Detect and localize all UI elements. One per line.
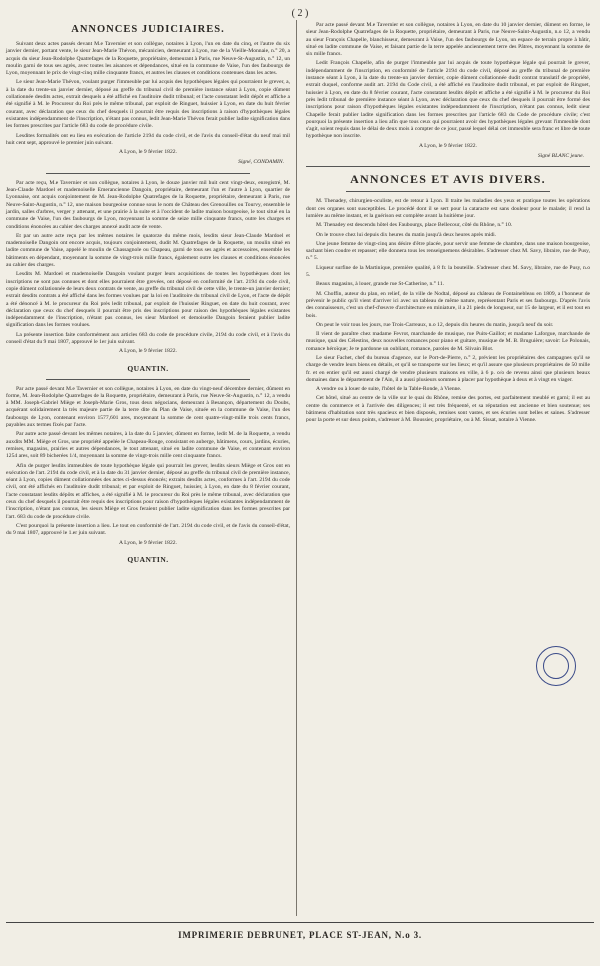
notice-paragraph: C'est pourquoi la présente insertion a lieu. Le tout en conformité de l'art. 2194 du code civil, et de l'avis du conseil-d'état, du 9 mai 1807, approuvé le 1.er juin suivant.: [6, 522, 290, 537]
announcement-paragraph: Le sieur Fachet, chef du bureau d'agence, sur le Port-de-Pierre, n.° 2, prévient les propriétaires des campagnes qu'il se charge de vendre leurs biens en détails, et qu'il se transporte sur les lieux; et qu'il assure que plusieurs propriétaires de 50 mille fr. et en entier qu'il est aussi chargé de vendre plusieurs maisons en ville, à 6 p. o/o de revenu ainsi que plusieurs beaux domaines dans le département de l'Ain, il a aussi plusieurs sommes à placer par hypothèque à deux et à vingt en viager.: [306, 354, 590, 383]
section-heading-announcements: ANNONCES ET AVIS DIVERS.: [350, 172, 546, 187]
notice-signature: Signé, CONDAMIN.: [238, 159, 284, 166]
notice-paragraph: Afin de purger lesdits immeubles de toute hypothèque légale qui pourrait les grever, lesdits sieurs Miège et Gros ont en exécution de l'art. 2194 du code civil, et à la date du 31 janvier dernier, déposé au greffe du tribunal civil de première instance, séant à Lyon, copies dûment collationnées des actes ci-dessus énoncés; extraits desdits actes, conformes à l'art. 2194 du code civil, ont été affichés en l'auditoire dudit tribunal; et par exploit de Ringuet, huissier, à Lyon, en date du 8 février courant, l'acte constatant lesdits dépôts et affiches, a été signifié à M. le procureur du Roi près le même tribunal, avec déclaration que ceux du chef desquels il pourrait être requis des inscriptions pour raison d'hypothèques légales existantes indépendamment de l'inscription, n'étant pas connus, les sieurs Miège et Gros feraient publier ladite signification dans les formes prescrites par l'art. 683 du code de procédure civile.: [6, 462, 290, 520]
library-stamp-icon: [536, 646, 576, 686]
section-heading-judicial: ANNONCES JUDICIAIRES.: [71, 24, 225, 35]
notice-signature: Signé BLANC jeune.: [537, 153, 584, 160]
announcement-paragraph: A vendre ou à louer de suite, l'hôtel de la Table-Ronde, à Vienne.: [316, 386, 462, 393]
notice-paragraph: Par acte passé devant M.e Tavernier et son collègue, notaires à Lyon, en date du vingt-neuf décembre dernier, dûment en forme, M. Jean-Rodolphe Quatrefages de la Roquette, propriétaire, demeurant à Paris, rue Neuve-St-Augustin, n.° 12, a vendu à MM. Joseph-Gabriel Miège et Joseph-Marie Gros, tous deux négocians, demeurant à Besançon, département du Doubs, acquérant solidairement la très majeure partie de la terre dite du Plan de Vaise, située en la commune de Vaise, l'un des faubourgs de Lyon, contenant environ 1577,601 ares, moyennant la somme de cent quatre-vingt-mille trois cents francs, payables aux termes fixés par l'acte.: [6, 385, 290, 429]
notice-paragraph: Par acte passé devant M.e Tavernier et son collègue, notaires à Lyon, en date du 10 janvier dernier, dûment en forme, le sieur Jean-Rodolphe Quatrefages de la Roquette, propriétaire, demeurant à Paris, rue Neuve-Saint-Augustin, n.o 12, a vendu au sieur François Chapelle, blanchisseur, demeurant à Vaise, l'un des faubourgs de Lyon, un espace de terrain propre à bâtir, situé en ladite commune de Vaise, et faisant partie de la terre appelée anciennement terre des Pâtres, moyennant la somme de six mille francs.: [306, 22, 590, 58]
notice-paragraph: Le sieur Jean-Marie Thévon, voulant purger l'immeuble par lui acquis des hypothèques légales qui pourraient le grever, a, à la date du trente-un janvier dernier, déposé au greffe du tribunal civil de première instance séant à Lyon, copie dûment collationnée desdits actes, extrait desquels a été affiché en l'auditoire dudit tribunal; et l'acte constatant ledit dépôt et affiche a été signifié à M. le Procureur du Roi près le même tribunal, par exploit de Ringuet, huissier à Lyon, en date du huit février courant, avec déclaration que ceux du chef desquels il pourrait être requis des inscriptions à raison d'hypothèques légales existantes indépendamment de l'inscription, n'étant pas connus, ledit Jean-Marie Thévon ferait publier ladite signification dans les formes prescrites par l'article 683 du code de procédure civile.: [6, 79, 290, 130]
notice-signature: QUANTIN.: [127, 363, 169, 373]
notice-paragraph: Et par un autre acte reçu par les mêmes notaires le quatorze du même mois, lesdits sieur Jean-Claude Mardoel et mademoiselle Dangoin ont encore acquis, toujours conjointement, dudit M. Quatrefages de la Roquette, un moulin situé en ladite commune de Vaise, appelé le moulin de Chassagnole ou Chapeau, garni de tous ses agrès et accessoires, ensemble les bâtiments en dépendant, moyennant la somme de vingt-trois mille francs, également outre les clauses et conditions énoncées au cahier des charges.: [6, 232, 290, 269]
announcement-paragraph: On peut le voir tous les jours, rue Trois-Carreaux, n.o 12, depuis dix heures du matin, jusqu'à neuf du soir.: [316, 321, 554, 328]
separator-rule: [46, 379, 250, 380]
announcement-paragraph: Cet hôtel, situé au centre de la ville sur le quai du Rhône, remise des portes, est parfaitement meublé et garni; il est au centre du commerce et à l'arrivée des diligences; il est très fréquenté, et sa réputation est ancienne et bien soutenue; ses bâtimens d'habitation sont très spacieux et bien disposés, remises sont vastes, et ses écuries sont belles et saines. S'adresser pour la porte et sur deux points, s'adresser à M. Boussier, propriétaire, ou à M. Sissat, notaire à Vienne.: [306, 395, 590, 424]
library-stamp-inner-ring: [543, 653, 569, 679]
notice-place-date: A Lyon, le 9 février 1822.: [119, 348, 177, 355]
announcement-paragraph: M. Choffin, auteur du plan, en relief, de la ville de Nodtal, déposé au château de Fontainebleau en 1809, a l'honneur de prévenir le public qu'il vient d'arriver ici avec un tableau de même nature, représentant Paris et ses faubourgs. D'après l'avis des connaisseurs, c'est un chef-d'œuvre d'architecture en miniature, il a 21 pieds de longueur, sur 15 de largeur, et il est tout en bois.: [306, 290, 590, 319]
notice-paragraph: Suivant deux actes passés devant M.e Tavernier et son collègue, notaires à Lyon, l'un en date du cinq, et l'autre du six janvier dernier, portant vente, le sieur Jean-Marie Thévon, mécanicien, demeurant à Lyon, rue de la Vieille-Monnaie, n.° 20, a acquis du sieur Jean-Rodolphe Quatrefages de la Roquette, propriétaire, demeurant à Paris, rue Neuve-St-Augustin, n.° 12, un moulin garni de tous ses agrès, avec toutes les aisances et dépendances, situé en la commune de Vaise, l'un des faubourgs de Lyon, moyennant le prix de vingt-cinq mille cinquante francs, et autres les clauses et conditions contenues dans les actes.: [6, 41, 290, 77]
notice-signature: QUANTIN.: [127, 554, 169, 564]
separator-rule: [306, 166, 590, 167]
notice-place-date: A Lyon, le 9 février 1822.: [119, 149, 177, 156]
announcement-paragraph: Il vient de paraître chez madame Fevrot, marchande de musique, rue Puits-Gaillot; et madame Laforgue, marchande de musique, quai des Célestins, deux nouvelles romances pour piano et guitare, musique de M. B. Bruguière; savoir: Le Polonais, romance héroïque; Je te pardonne un oubliant, romance, paroles de M. Slivain Blot.: [306, 331, 590, 352]
separator-rule: [46, 173, 250, 174]
notice-paragraph: Ledit François Chapelle, afin de purger l'immeuble par lui acquis de toute hypothèque légale qui pourrait le grever, indépendamment de l'inscription, en conformité de l'article 2194 du code civil, déposé au greffe du tribunal de première instance séant à Lyon, à la date du trente-un janvier dernier, copie dûment collationnée dudit contrat translatif de propriété, extrait duquel, conforme audit art. 2194 du Code civil, a été affiché en l'auditoire dudit tribunal, et par exploit de Ringuet, huissier à Lyon, en date du 8 février courant, l'acte constatant lesdits dépôt et affiche a été signifié à M. le procureur du Roi près ledit tribunal de première instance séant à Lyon, avec déclaration que ceux du chef desquels il pourrait être formé des inscriptions pour raison d'hypothèques légales existantes indépendamment de l'inscription, n'étant pas connus, ledit sieur Chapelle ferait publier ladite signification dans les formes prescrites par l'article 683 du Code de procédure civile; c'est pourquoi la présente insertion a lieu afin que tous ceux qui pourraient avoir des hypothèques légales grevant l'immeuble dont s'agit, soient requis dans le délai de deux mois à compter de ce jour, passé lequel délai cet immeuble sera franc et libre de toute hypothèque non inscrite.: [306, 60, 590, 140]
separator-rule: [346, 191, 550, 192]
right-column: [306, 22, 590, 427]
printer-imprint: IMPRIMERIE DEBRUNET, PLACE ST-JEAN, N.o 3.: [178, 930, 422, 940]
notice-paragraph: La présente insertion faite conformément aux articles 683 du code de procédure civile, 2194 du code civil, et à l'avis du conseil d'état du 9 mai 1807, approuvé le 1er juin suivant.: [6, 331, 290, 345]
page-number: ( 2 ): [291, 8, 309, 19]
column-divider: [296, 20, 297, 916]
footer-rule: [6, 922, 594, 923]
notice-place-date: A Lyon, le 9 février 1822.: [419, 142, 477, 149]
announcement-paragraph: Une jeune femme de vingt-cinq ans désire d'être placée, pour servir une femme de chambre, dans une maison bourgeoise, sachant bien coudre et repasser; elle donnera tous les renseignemens désirables. S'adresser chez M. Savy, libraire, rue de Pusy, n.° 5.: [306, 240, 590, 262]
notice-paragraph: Lesdits M. Mardoel et mademoiselle Dangoin voulant purger leurs acquisitions de toutes les hypothèques dont les inscriptions ne sont pas connues et dont elles pourraient être grevées, ont déposé en conformité de l'art. 2194 du code civil, copie dûment collationnée de leurs deux contrats de vente, au greffe du tribunal civil de cette ville, le trente-un janvier dernier; extrait desdits contrats a été affiché dans les formes voulues par la loi en l'auditoire du tribunal civil de Lyon, et l'acte de dépôt a été dénoncé à M. le procureur du Roi près ledit tribunal, par exploit de l'huissier Ringuet, en date du huit courant, avec déclaration que ceux du chef desquels il pourrait être pris des inscriptions pour raison des hypothèques légales existantes indépendamment de l'inscription, n'étant pas connus, les sieur Mardoel et demoiselle Dangoin feraient publier ladite signification dans les formes voulues.: [6, 271, 290, 329]
announcement-paragraph: Beaux magasins, à louer, grande rue St-Catherine, n.° 11.: [316, 281, 445, 288]
announcement-paragraph: M. Thenadey, chirurgien-oculiste, est de retour à Lyon. Il traite les maladies des yeux et pratique toutes les opérations dont ces organes sont susceptibles. Le procédé dont il se sert pour la cataracte est sans douleur pour le malade; il rend la lumière au même instant, et la guérison est complète avant la huitième jour.: [306, 198, 590, 219]
left-column: [6, 22, 290, 568]
notice-paragraph: Par autre acte passé devant les mêmes notaires, à la date du 5 janvier, dûment en forme, ledit M. de la Roquette, a vendu auxdits MM. Miège et Gros, une propriété appelée le Chapeau-Rouge, consistant en auberge, bâtimens, cours, jardins, écuries, remises, magasins, prairies et autres dépendances, le tout attenant, situé en ladite commune de Vaise, et contenant environ 1254 ares, soit 89 bicherées 1/4, moyennant la somme de vingt-trois mille cent cinquante francs.: [6, 431, 290, 460]
announcement-paragraph: M. Thenadey est descendu hôtel des Faubourgs, place Bellecour, côté du Rhône, n.° 10.: [316, 222, 513, 229]
announcement-paragraph: Liqueur surfine de la Martinique, première qualité, à 8 fr. la bouteille. S'adresser chez M. Savy, libraire, rue de Pusy, n.o 5.: [306, 264, 590, 279]
notice-paragraph: Lesdites formalités ont eu lieu en exécution de l'article 2194 du code civil, et de l'avis du conseil-d'état du neuf mai mil huit cent sept, approuvé le premier juin suivant.: [6, 132, 290, 146]
notice-paragraph: Par acte reçu, M.e Tavernier et son collègue, notaires à Lyon, le douze janvier mil huit cent vingt-deux, enregistré, M. Jean-Claude Mardoel et mademoiselle Emerancienne Dangoin, propriétaire, demeurant l'un et l'autre à Lyon, quartier de Lyonnaise, ont acquis conjointement de M. Jean-Rodolphe Quatrefages de la Roquette, propriétaire, demeurant à Paris, rue Neuve-Saint-Augustin, n.° 12, une maison bourgeoise connue sous le nom de Château des Grenouilles ou Tourvy, ensemble le jardin, salles d'arbres, verger y attenant, et une prairie à la suite et à l'occident de ladite maison bourgeoise, le tout situé en la commune de Vaise, l'un des faubourgs de Lyon, moyennant la somme de seize mille cinquante francs, outre les charges et conditions énoncées au cahier des charges annexé audit acte de vente.: [6, 179, 290, 230]
announcement-paragraph: On le trouve chez lui depuis dix heures du matin jusqu'à deux heures après midi.: [316, 231, 497, 238]
notice-place-date: A Lyon, le 9 février 1822.: [119, 539, 177, 546]
